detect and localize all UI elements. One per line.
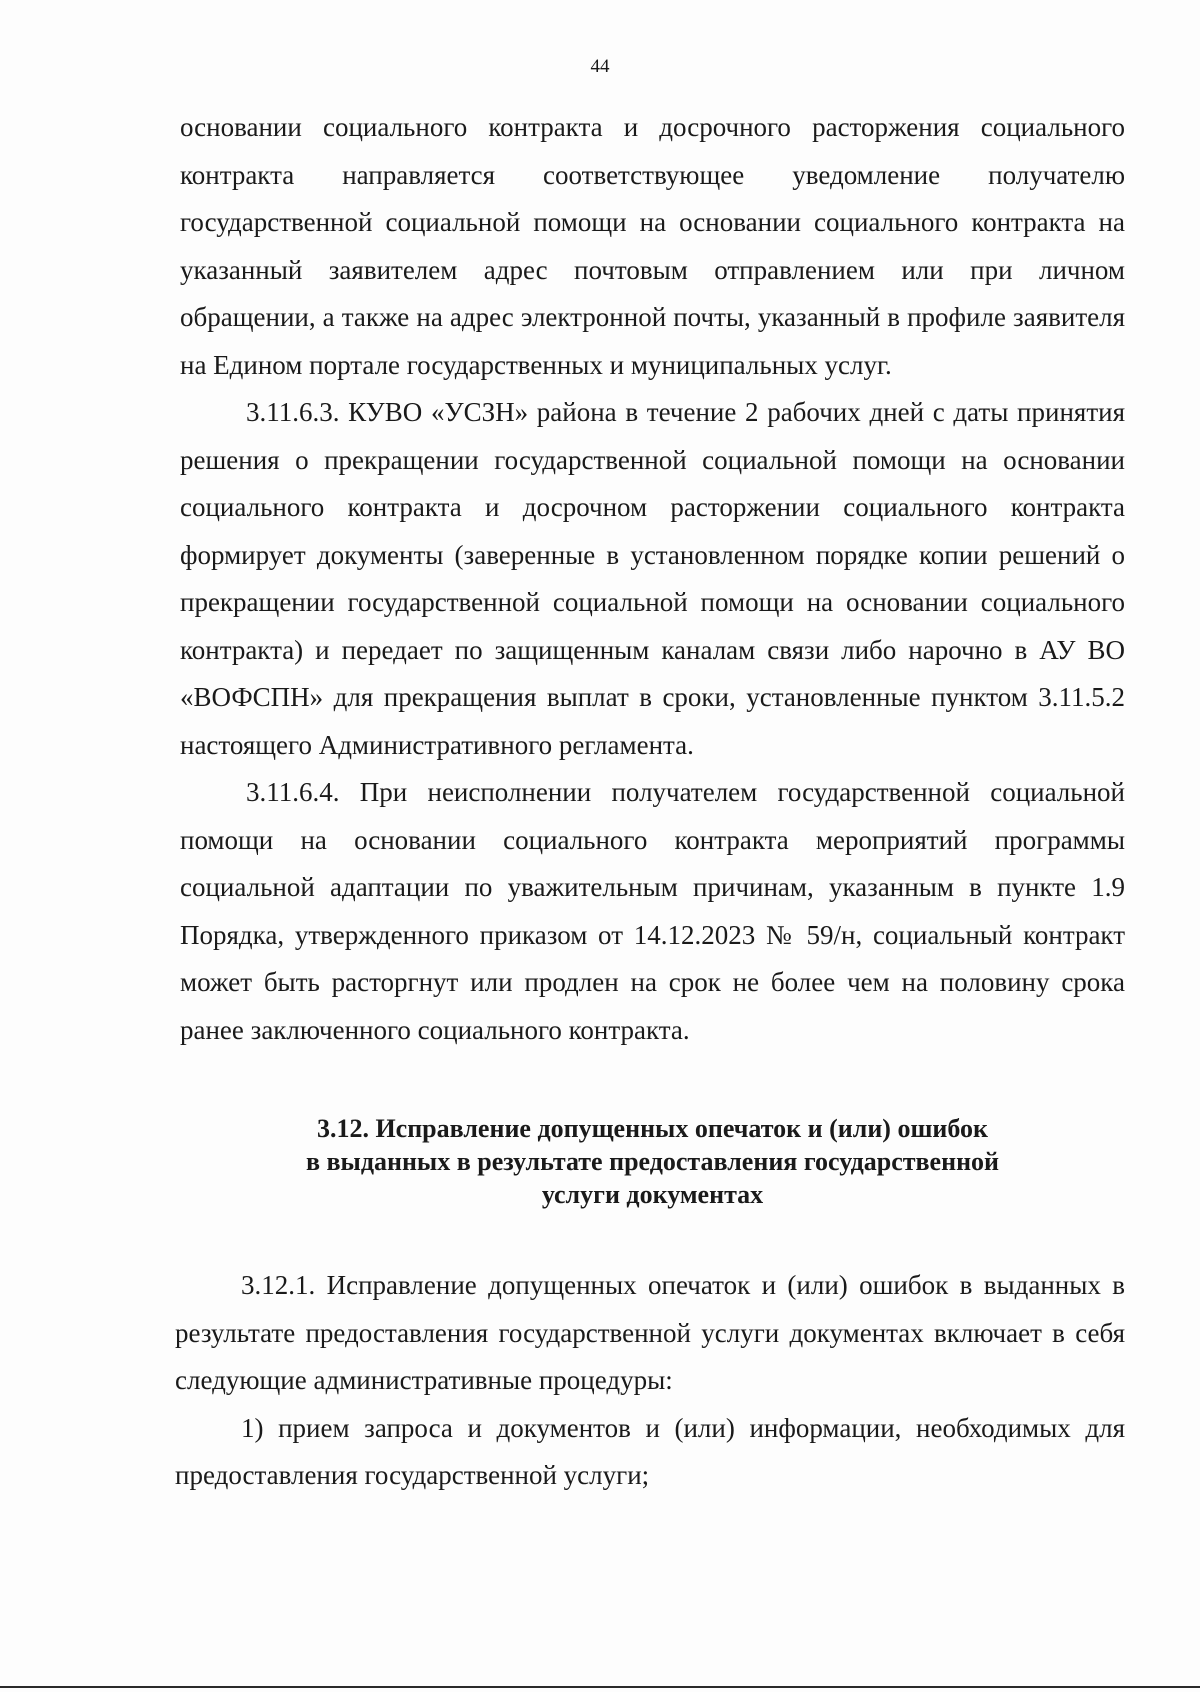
- body-text-top: [180, 104, 1125, 1054]
- heading-line-1: 3.12. Исправление допущенных опечаток и (или) ошибок: [316, 1114, 989, 1143]
- body-text-bottom: [175, 1262, 1125, 1500]
- paragraph-3-11-6-3: 3.11.6.3. КУВО «УСЗН» района в течение 2 рабочих дней с даты принятия решения о прекращении государственной социальной помощи на основании социального контракта и досрочном расторжении социального контракта формирует документы (заверенные в установленном порядке копии решений о прекращении государственной социальной помощи на основании социального контракта) и передает по защищенным каналам связи либо нарочно в АУ ВО «ВОФСПН» для прекращения выплат в сроки, установленные пунктом 3.11.5.2 настоящего Административного регламента.: [180, 397, 1125, 760]
- scan-bottom-edge-line: [0, 1686, 1200, 1688]
- paragraph-3-11-6-4: 3.11.6.4. При неисполнении получателем государственной социальной помощи на основании социального контракта мероприятий программы социальной адаптации по уважительным причинам, указанным в пункте 1.9 Порядка, утвержденного приказом от 14.12.2023 № 59/н, социальный контракт может быть расторгнут или продлен на срок не более чем на половину срока ранее заключенного социального контракта.: [180, 777, 1125, 1045]
- page-number: 44: [590, 56, 610, 77]
- heading-line-2: в выданных в результате предоставления государственной: [305, 1147, 1000, 1176]
- list-item-1: 1) прием запроса и документов и (или) информации, необходимых для предоставления государственной услуги;: [175, 1412, 1125, 1490]
- section-heading-3-12: [180, 1112, 1125, 1211]
- heading-line-3: услуги документах: [541, 1180, 764, 1209]
- paragraph-continuation: основании социального контракта и досрочного расторжения социального контракта направляется соответствующее уведомление получателю государственной социальной помощи на основании социального контракта на указанный заявителем адрес почтовым отправлением или при личном обращении, а также на адрес электронной почты, указанный в профиле заявителя на Едином портале государственных и муниципальных услуг.: [180, 112, 1125, 380]
- paragraph-3-12-1: 3.12.1. Исправление допущенных опечаток и (или) ошибок в выданных в результате предоставления государственной услуги документах включает в себя следующие административные процедуры:: [175, 1270, 1125, 1395]
